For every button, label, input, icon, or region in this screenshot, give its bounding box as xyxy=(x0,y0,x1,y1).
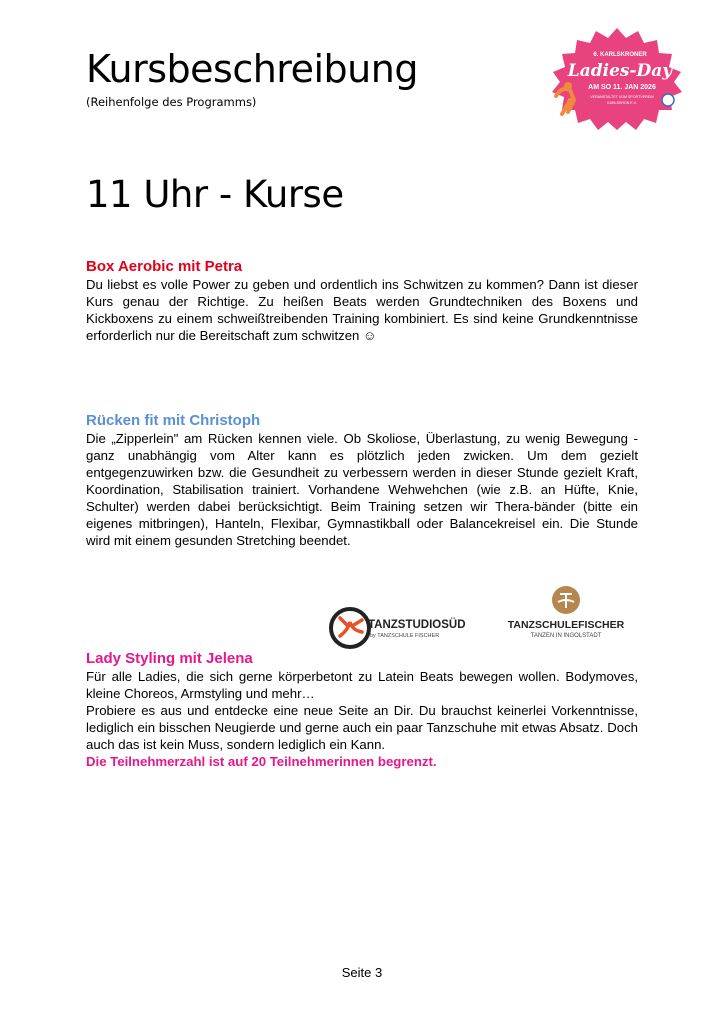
logo-fischer-sub: TANZEN IN INGOLSTADT xyxy=(530,633,602,639)
page-title: Kursbeschreibung xyxy=(86,47,418,91)
tanzstudio-sued-logo xyxy=(326,604,466,652)
dancer-figure-icon xyxy=(340,618,362,636)
badge-line4: VERANSTALTET VOM SPORTVEREIN xyxy=(590,95,654,99)
badge-line3: AM SO 11. JAN 2026 xyxy=(588,84,656,91)
badge-runner-head-icon xyxy=(564,82,572,90)
course-box-aerobic xyxy=(86,258,638,344)
logo-sued-name: TANZSTUDIOSÜD xyxy=(368,619,466,631)
course-ruecken-fit xyxy=(86,412,638,549)
logo-sued-sub: by TANZSCHULE FISCHER xyxy=(370,633,440,639)
ladies-day-badge-logo xyxy=(550,26,684,132)
section-title: 11 Uhr - Kurse xyxy=(86,173,344,216)
page-subtitle: (Reihenfolge des Programms) xyxy=(86,95,257,109)
course-description: Du liebst es volle Power zu geben und ordentlich ins Schwitzen zu kommen? Dann ist dieser Kurs genau der Richtige. Zu heißen Beats werden Grundtechniken des Boxens und Kickboxens zu einem schweißtreibenden Training kombiniert. Es sind keine Grundkenntnisse erforderlich nur die Bereitschaft zum schwitzen ☺ xyxy=(86,277,638,343)
badge-club-crest-icon xyxy=(662,94,674,106)
page-number: Seite 3 xyxy=(341,965,383,980)
badge-line5: KARLSKRON E.V. xyxy=(607,101,637,105)
course-description-2: Probiere es aus und entdecke eine neue Seite an Dir. Du brauchst keinerlei Vorkenntnisse, lediglich ein bisschen Neugierde und gerne auch ein paar Tanzschuhe mit etwas Absatz. Doch auch das ist kein Muss, sondern lediglich ein Kann. xyxy=(86,703,638,752)
tanzschule-fischer-logo xyxy=(490,584,642,640)
course-title: Lady Styling mit Jelena xyxy=(86,650,253,667)
badge-line1: 6. KARLSKRONER xyxy=(593,52,647,58)
course-title: Rücken fit mit Christoph xyxy=(86,412,261,429)
logo-fischer-name: TANZSCHULEFISCHER xyxy=(507,619,625,631)
course-description: Die „Zipperlein" am Rücken kennen viele. Ob Skoliose, Überlastung, zu wenig Bewegung - ganz unabhängig vom Alter kann es plötzlich jeden zwicken. Um dem gezielt entgegenzuwirken bzw. die Gesundheit zu verbessern werden in dieser Stunde gezielt Kraft, Koordination, Stabilisation trainiert. Vorhandene Wehwehchen (wie z.B. an Hüfte, Knie, Schulter) werden dabei berücksichtigt. Beim Training setzen wir Thera-bänder (bitte ein eigenes mitbringen), Hanteln, Flexibar, Gymnastikball oder Balancekreisel ein. Die Stunde wird mit einem gesunden Stretching beendet. xyxy=(86,431,638,548)
badge-line2: Ladies-Day xyxy=(567,61,673,81)
participant-limit-note: Die Teilnehmerzahl ist auf 20 Teilnehmerinnen begrenzt. xyxy=(86,754,437,769)
course-description: Für alle Ladies, die sich gerne körperbetont zu Latein Beats bewegen wollen. Bodymoves, kleine Choreos, Armstyling und mehr… xyxy=(86,669,638,701)
course-lady-styling xyxy=(86,650,638,770)
course-title: Box Aerobic mit Petra xyxy=(86,258,243,275)
